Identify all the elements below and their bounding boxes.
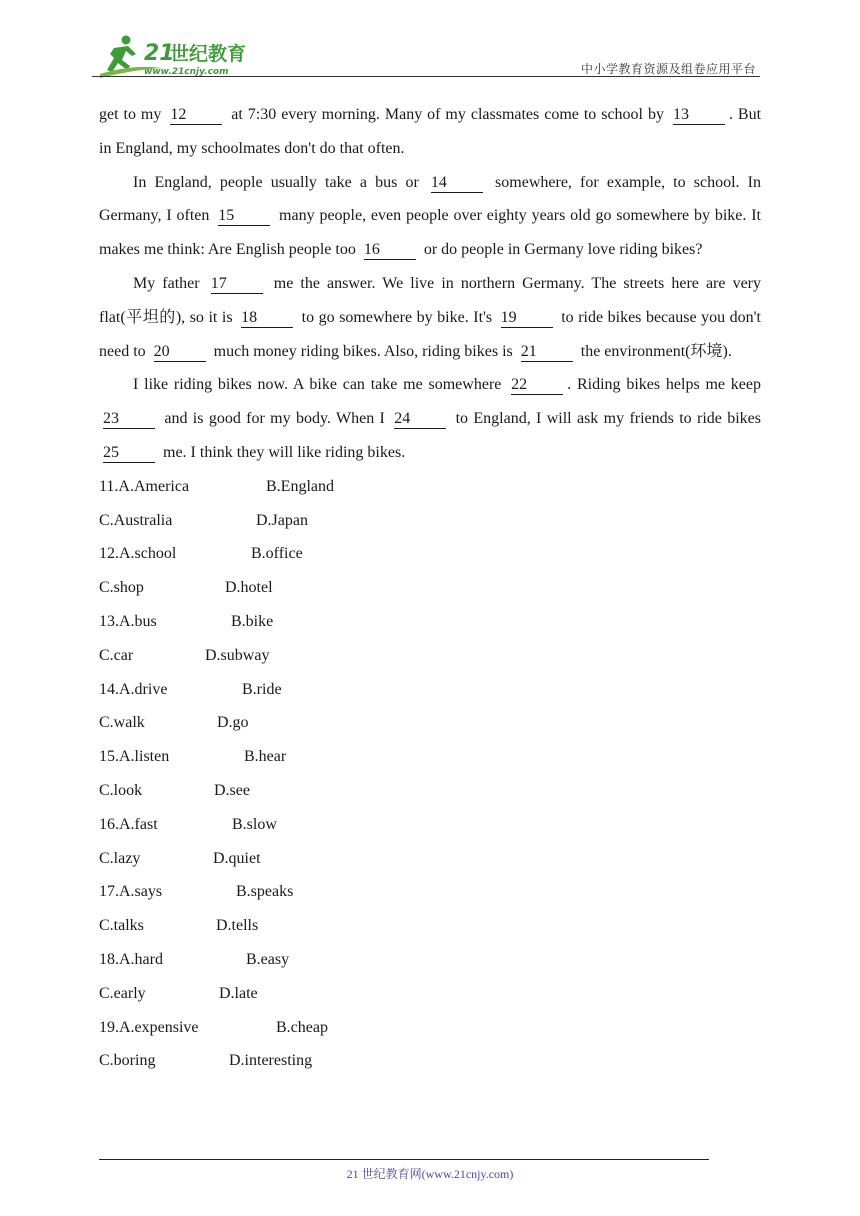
option-left: 16.A.fast xyxy=(99,815,158,833)
option-right: D.late xyxy=(219,984,258,1002)
answer-blank: 12 xyxy=(170,106,222,125)
passage-text: get to my xyxy=(99,106,167,123)
answer-blank: 21 xyxy=(521,343,573,362)
option-left: C.shop xyxy=(99,579,144,597)
option-left: 13.A.bus xyxy=(99,612,157,630)
runner-logo-icon xyxy=(92,34,262,78)
passage-text: to ride bikes because you don't need to xyxy=(99,308,761,360)
passage-paragraph xyxy=(99,166,761,267)
option-row xyxy=(99,842,761,876)
answer-blank: 25 xyxy=(103,444,155,463)
option-right: D.Japan xyxy=(256,511,308,529)
option-right: B.cheap xyxy=(276,1018,328,1036)
answer-blank: 15 xyxy=(218,207,270,226)
option-row xyxy=(99,808,761,842)
option-row xyxy=(99,977,761,1011)
option-right: D.subway xyxy=(205,646,270,664)
option-left: C.talks xyxy=(99,917,144,935)
option-right: D.tells xyxy=(216,917,259,935)
option-row xyxy=(99,470,761,504)
page-header xyxy=(92,28,760,80)
option-row xyxy=(99,1011,761,1045)
svg-text:www.21cnjy.com: www.21cnjy.com xyxy=(144,67,229,77)
svg-text:世纪教育: 世纪教育 xyxy=(170,43,247,65)
option-right: D.interesting xyxy=(229,1052,313,1070)
answer-blank: 19 xyxy=(501,309,553,328)
svg-text:21: 21 xyxy=(144,41,175,66)
passage-paragraph xyxy=(99,98,761,166)
option-left: C.early xyxy=(99,984,146,1002)
option-right: B.speaks xyxy=(236,883,294,901)
answer-blank: 24 xyxy=(394,410,446,429)
option-right: D.hotel xyxy=(225,579,273,597)
passage-text: much money riding bikes. Also, riding bikes is xyxy=(209,342,517,360)
option-right: B.ride xyxy=(242,680,282,698)
answer-blank: 20 xyxy=(154,343,206,362)
passage-paragraph xyxy=(99,368,761,469)
answer-blank: 13 xyxy=(673,106,725,125)
option-row xyxy=(99,1044,761,1078)
answer-blank: 14 xyxy=(431,174,483,193)
option-left: 15.A.listen xyxy=(99,748,170,766)
option-left: C.lazy xyxy=(99,849,141,867)
answer-blank: 17 xyxy=(211,275,263,294)
answer-blank: 16 xyxy=(364,241,416,260)
option-right: D.quiet xyxy=(213,849,261,867)
answer-blank: 18 xyxy=(241,309,293,328)
option-right: D.go xyxy=(217,714,249,732)
option-right: B.hear xyxy=(244,748,287,766)
option-left: 19.A.expensive xyxy=(99,1018,199,1036)
option-right: B.bike xyxy=(231,612,274,630)
passage-text: somewhere, for example, to school. In Germany, I often xyxy=(99,173,761,225)
option-row xyxy=(99,774,761,808)
option-row xyxy=(99,605,761,639)
passage-text: me. I think they will like riding bikes. xyxy=(159,443,406,461)
option-row xyxy=(99,537,761,571)
passage-text: at 7:30 every morning. Many of my classmates come to school by xyxy=(226,106,669,123)
option-row xyxy=(99,571,761,605)
reading-passage xyxy=(99,98,761,470)
option-left: C.boring xyxy=(99,1052,156,1070)
passage-text: many people, even people over eighty years old go somewhere by bike. It makes me think: Are English people too xyxy=(99,207,761,259)
option-row xyxy=(99,943,761,977)
option-row xyxy=(99,639,761,673)
page-content xyxy=(99,98,761,1078)
answer-blank: 23 xyxy=(103,410,155,429)
passage-text: me the answer. We live in northern Germany. The streets here are very flat(平坦的), so it is xyxy=(99,274,762,326)
option-left: 11.A.America xyxy=(99,477,190,495)
option-left: C.Australia xyxy=(99,511,173,529)
option-left: C.look xyxy=(99,781,143,799)
answer-blank: 22 xyxy=(511,376,563,395)
passage-text: . But in England, my schoolmates don't do that often. xyxy=(99,106,762,157)
option-left: 14.A.drive xyxy=(99,680,168,698)
option-left: C.car xyxy=(99,646,134,664)
option-row xyxy=(99,875,761,909)
option-right: B.easy xyxy=(246,950,290,968)
option-right: D.see xyxy=(214,781,250,799)
option-left: 17.A.says xyxy=(99,883,163,901)
passage-paragraph xyxy=(99,267,761,368)
passage-text: . Riding bikes helps me keep xyxy=(567,376,762,394)
footer-text: 21 世纪教育网(www.21cnjy.com) xyxy=(346,1167,514,1181)
option-left: 12.A.school xyxy=(99,545,177,563)
passage-text: In England, people usually take a bus or xyxy=(133,173,427,191)
passage-text: My father xyxy=(133,274,207,292)
passage-text: I like riding bikes now. A bike can take me somewhere xyxy=(133,376,508,394)
option-left: C.walk xyxy=(99,714,145,732)
header-divider xyxy=(92,76,760,77)
passage-text: to go somewhere by bike. It's xyxy=(297,308,497,326)
platform-name: 中小学教育资源及组卷应用平台 xyxy=(580,62,756,76)
footer-divider xyxy=(99,1159,709,1160)
option-right: B.slow xyxy=(232,815,277,833)
option-row xyxy=(99,740,761,774)
site-logo xyxy=(92,34,262,76)
option-row xyxy=(99,504,761,538)
option-row xyxy=(99,706,761,740)
passage-text: to England, I will ask my friends to ride bikes xyxy=(450,410,762,428)
passage-text: and is good for my body. When I xyxy=(159,410,391,428)
passage-text: or do people in Germany love riding bikes? xyxy=(419,241,703,259)
option-row xyxy=(99,909,761,943)
answer-options xyxy=(99,470,761,1078)
option-right: B.office xyxy=(251,545,303,563)
option-row xyxy=(99,673,761,707)
passage-text: the environment(环境). xyxy=(576,342,732,360)
option-right: B.England xyxy=(266,477,334,495)
option-left: 18.A.hard xyxy=(99,950,163,968)
